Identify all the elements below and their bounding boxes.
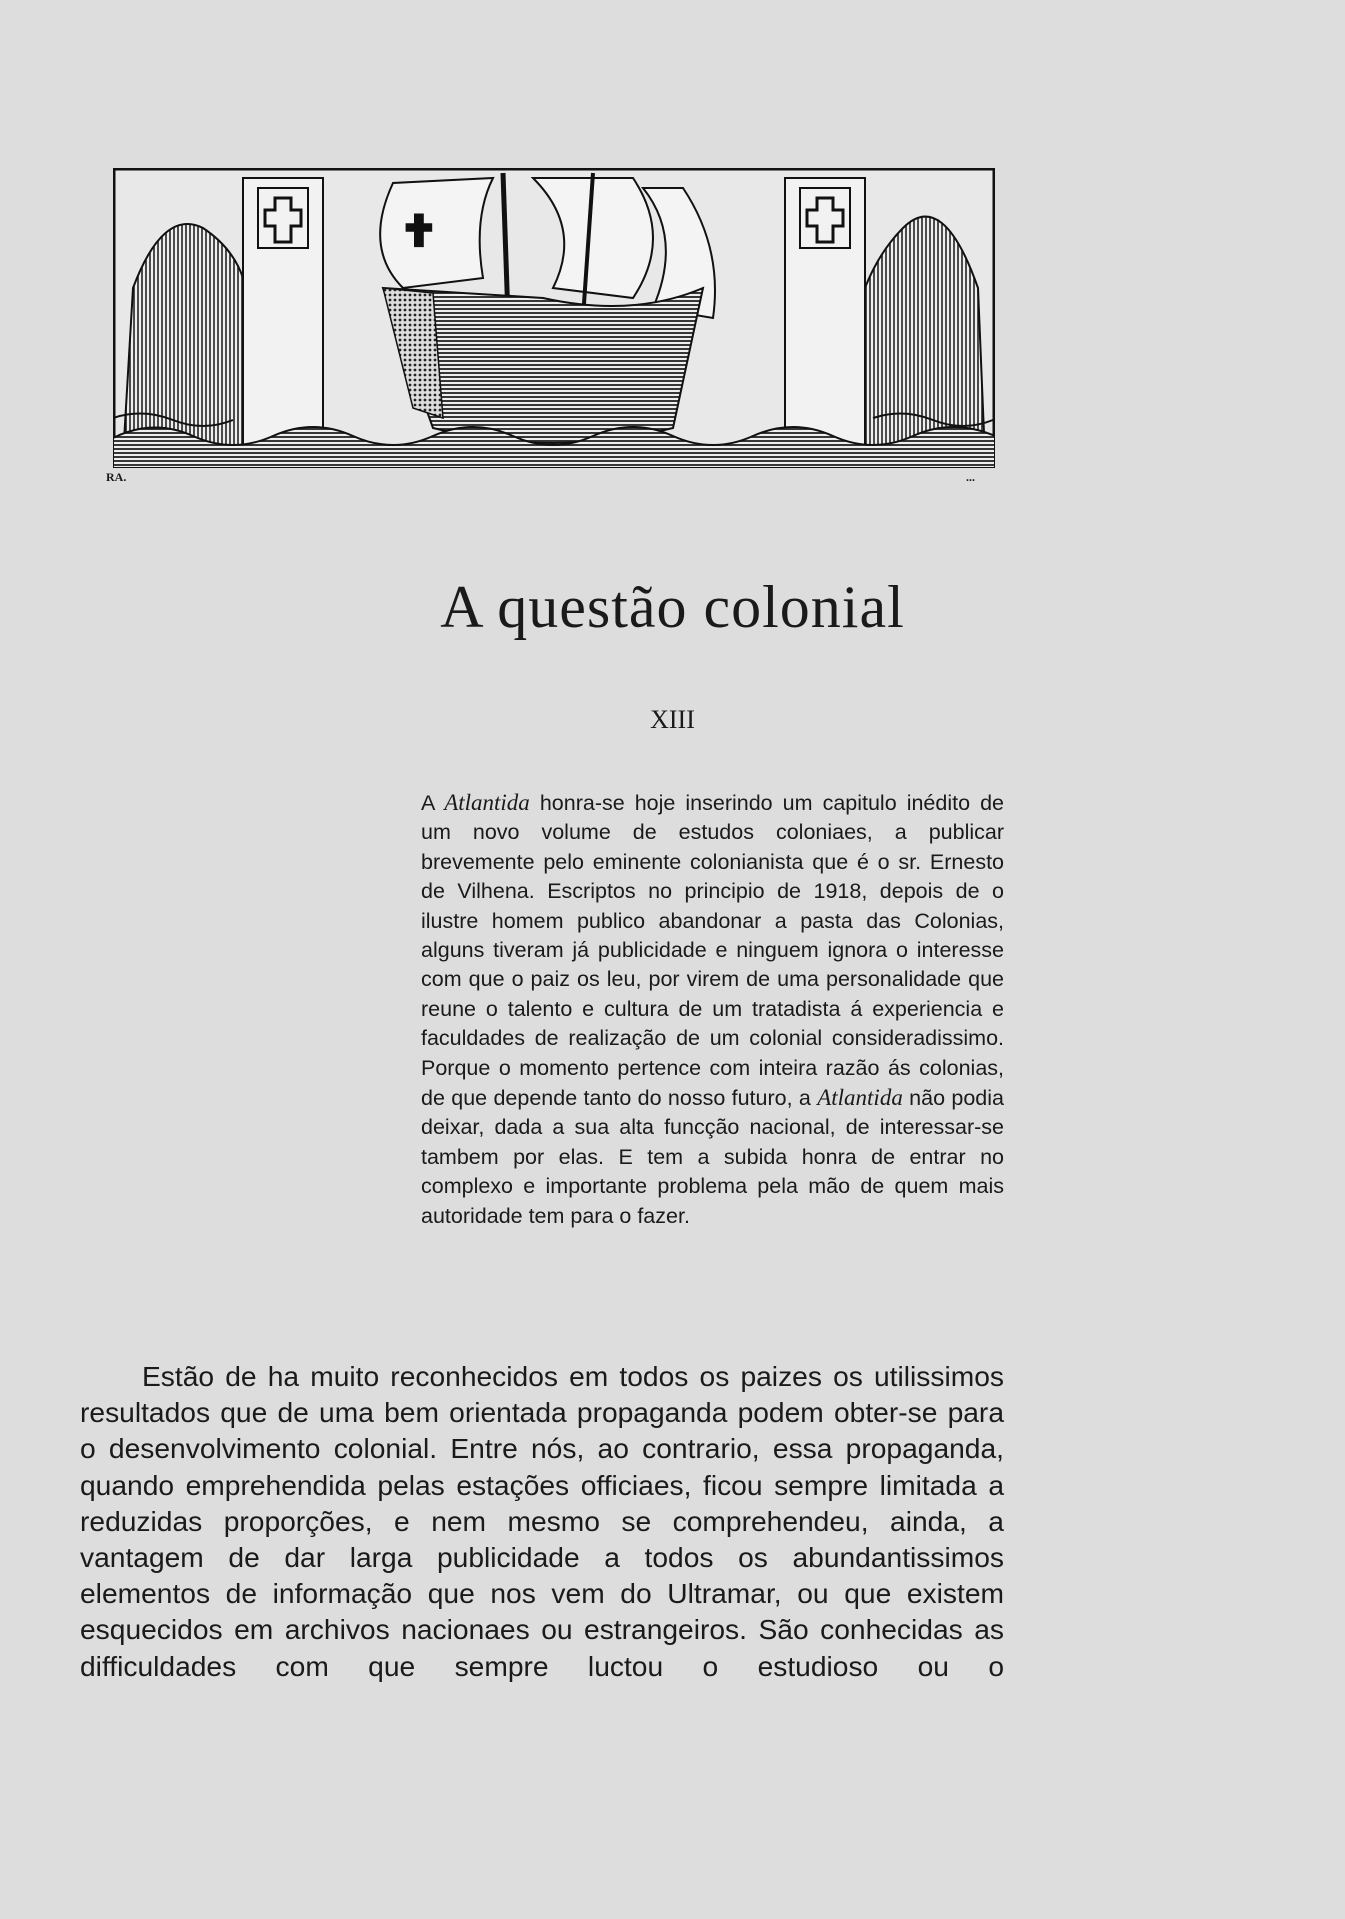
- intro-text-part2: não podia deixar, dada a sua alta funcção nacional, de interessar-se tambem por elas. E tem a subida honra de entrar no complexo e importante problema pela mão de quem mais autoridade tem para o fazer.: [421, 1086, 1004, 1228]
- intro-text-part1: honra-se hoje inserindo um capitulo inédito de um novo volume de estudos coloniaes, a publicar brevemente pelo eminente colonianista que é o sr. Ernesto de Vilhena. Escriptos no principio de 1918, depois de o ilustre homem publico abandonar a pasta das Colonias, alguns tiveram já publicidade e ninguem ignora o interesse com que o paiz os leu, por virem de uma personalidade que reune o talento e cultura de um tratadista á experiencia e faculdades de realização de um colonial consideradissimo. Porque o momento pertence com inteira razão ás colonias, de que depende tanto do nosso futuro, a: [421, 791, 1004, 1111]
- article-title: A questão colonial: [440, 574, 905, 640]
- publication-name: Atlantida: [444, 790, 530, 815]
- chapter-number: XIII: [650, 705, 695, 734]
- editorial-intro: [421, 788, 1004, 1231]
- body-paragraph: Estão de ha muito reconhecidos em todos os paizes os utilissimos resultados que de uma bem orientada propaganda podem obter-se para o desenvolvimento colonial. Entre nós, ao contrario, essa propaganda, quando emprehendida pelas estações officiaes, ficou sempre limitada a reduzidas proporções, e nem mesmo se comprehendeu, ainda, a vantagem de dar larga publicidade a todos os abundantissimos elementos de informação que nos vem do Ultramar, ou que existem esquecidos em archivos nacionaes ou estrangeiros. São conhecidas as difficuldades com que sempre luctou o estudioso ou o: [80, 1360, 1004, 1682]
- intro-prefix: A: [421, 791, 445, 815]
- publication-name-2: Atlantida: [817, 1085, 903, 1111]
- vignette-mark: ...: [966, 470, 975, 484]
- illustrator-signature: RA.: [106, 470, 127, 484]
- ship-woodcut-vignette: [113, 168, 995, 468]
